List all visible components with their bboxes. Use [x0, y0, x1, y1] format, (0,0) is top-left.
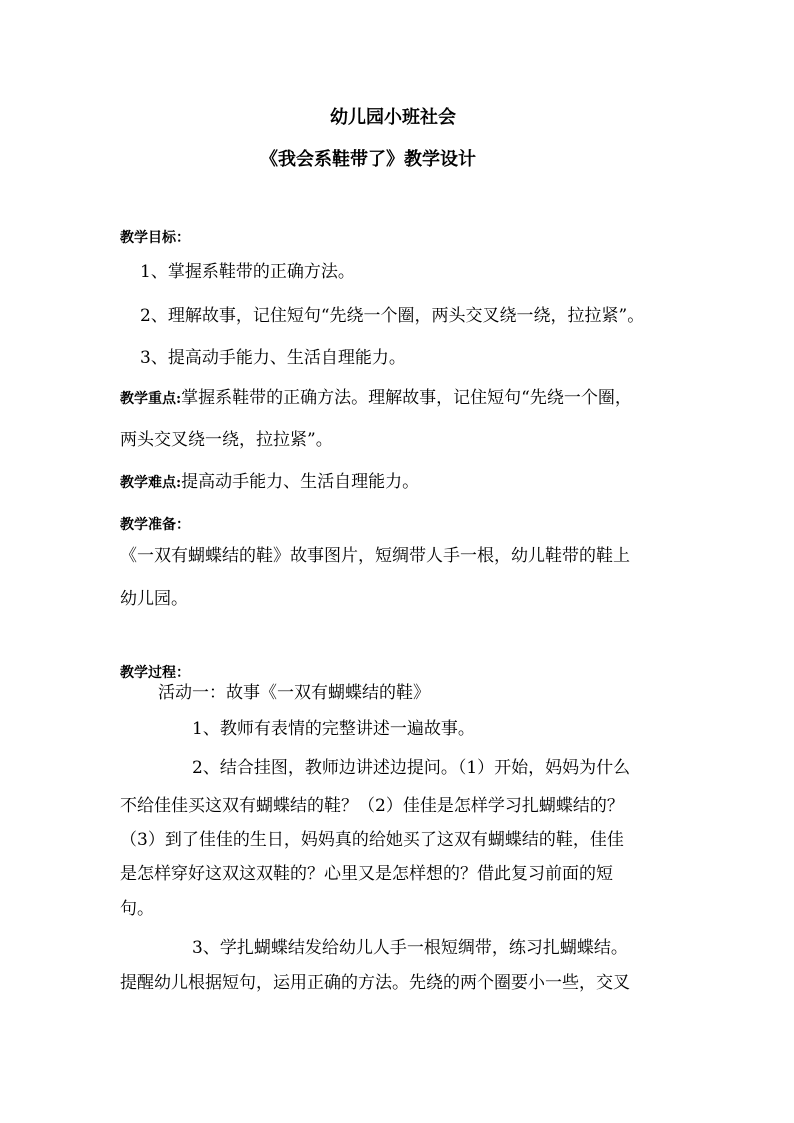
difficulties-line	[120, 472, 419, 493]
process-heading: 教学过程：	[120, 665, 190, 681]
preparation-heading: 教学准备：	[120, 517, 190, 533]
goal-item-3: 3、提高动手能力、生活自理能力。	[140, 348, 406, 368]
step-2-line-5: 句。	[120, 899, 154, 919]
step-3-line-2: 提醒幼儿根据短句，运用正确的方法。先绕的两个圈要小一些，交叉	[120, 973, 630, 993]
step-3-line-1: 3、学扎蝴蝶结发给幼儿人手一根短绸带，练习扎蝴蝶结。	[192, 938, 628, 958]
key-points-line-1	[120, 388, 632, 409]
preparation-line-1: 《一双有蝴蝶结的鞋》故事图片，短绸带人手一根，幼儿鞋带的鞋上	[120, 546, 630, 566]
step-2-line-2: 不给佳佳买这双有蝴蝶结的鞋？（2）佳佳是怎样学习扎蝴蝶结的？	[120, 796, 624, 816]
goals-heading: 教学目标：	[120, 230, 190, 246]
title-line-2: 《我会系鞋带了》教学设计	[260, 149, 476, 170]
key-points-text-1: 掌握系鞋带的正确方法。理解故事，记住短句“先绕一个圈，	[181, 388, 632, 408]
activity-1: 活动一：故事《一双有蝴蝶结的鞋》	[158, 683, 430, 703]
step-2-line-1: 2、结合挂图，教师边讲述边提问。（1）开始，妈妈为什么	[192, 758, 631, 778]
goal-item-2: 2、理解故事，记住短句“先绕一个圈，两头交叉绕一绕，拉拉紧”。	[140, 306, 645, 326]
difficulties-text: 提高动手能力、生活自理能力。	[181, 472, 420, 492]
difficulties-label: 教学难点:	[120, 475, 182, 491]
title-line-1: 幼儿园小班社会	[330, 107, 456, 128]
preparation-line-2: 幼儿园。	[120, 589, 188, 609]
key-points-label: 教学重点:	[120, 391, 182, 407]
step-2-line-3: （3）到了佳佳的生日，妈妈真的给她买了这双有蝴蝶结的鞋，佳佳	[120, 830, 624, 850]
step-1: 1、教师有表情的完整讲述一遍故事。	[192, 719, 475, 739]
goal-item-1: 1、掌握系鞋带的正确方法。	[140, 262, 355, 282]
step-2-line-4: 是怎样穿好这双这双鞋的？心里又是怎样想的？借此复习前面的短	[120, 864, 613, 884]
key-points-line-2: 两头交叉绕一绕，拉拉紧”。	[120, 430, 333, 450]
